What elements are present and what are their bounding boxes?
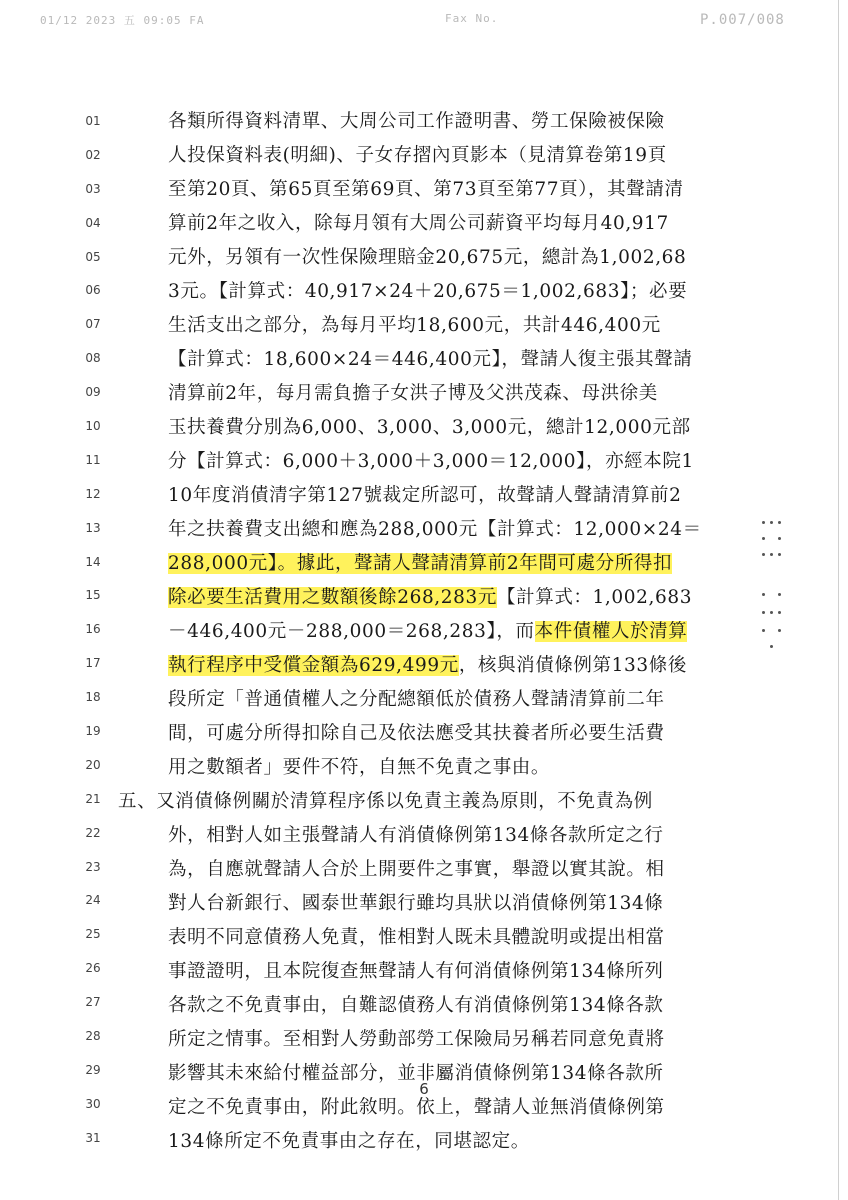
text-line: 至第20頁、第65頁至第69頁、第73頁至第77頁），其聲請清 [168, 179, 684, 200]
fax-number: Fax No. [445, 12, 499, 25]
page-number: 6 [419, 1080, 429, 1098]
text-line: 分【計算式：6,000＋3,000＋3,000＝12,000】，亦經本院1 [168, 451, 694, 472]
highlighted-text: 本件債權人於清算 [534, 621, 688, 642]
text-line: 生活支出之部分，為每月平均18,600元，共計446,400元 [168, 315, 661, 336]
text-line: 表明不同意債務人免責，惟相對人既未具體說明或提出相當 [168, 927, 665, 948]
line-number: 28 [85, 1029, 101, 1044]
text-segment: －446,400元－288,000＝268,283】，而 [168, 621, 535, 642]
line-number: 01 [85, 114, 101, 128]
line-number: 13 [85, 520, 101, 535]
line-number: 08 [85, 351, 101, 366]
text-line-highlighted [168, 649, 728, 683]
text-line: 3元。【計算式：40,917×24＋20,675＝1,002,683】；必要 [168, 281, 688, 302]
line-number: 12 [85, 486, 101, 501]
text-line: 用之數額者」要件不符，自無不免責之事由。 [168, 757, 551, 778]
line-number: 11 [85, 452, 101, 467]
highlighted-text: 288,000元】。據此，聲請人聲請清算前2年間可處分所得 [168, 553, 653, 574]
text-line: 134條所定不免責事由之存在，同堪認定。 [168, 1131, 530, 1152]
line-number: 19 [85, 724, 101, 739]
text-line: 玉扶養費分別為6,000、3,000、3,000元，總計12,000元部 [168, 417, 691, 438]
line-number: 05 [85, 249, 101, 264]
text-line: 10年度消債清字第127號裁定所認可，故聲請人聲請清算前2 [168, 485, 682, 506]
line-number: 03 [85, 181, 101, 196]
line-number: 20 [85, 757, 101, 772]
text-line: 各類所得資料清單、大周公司工作證明書、勞工保險被保險 [168, 111, 665, 132]
line-number: 18 [85, 690, 101, 705]
text-line: 【計算式：18,600×24＝446,400元】，聲請人復主張其聲請 [168, 349, 693, 370]
fax-date-time: 01/12 2023 五 09:05 FA [40, 14, 205, 27]
binding-hole-marks [760, 515, 786, 655]
text-line: 間，可處分所得扣除自己及依法應受其扶養者所必要生活費 [168, 723, 665, 744]
text-line: 所定之情事。至相對人勞動部勞工保險局另稱若同意免責將 [168, 1029, 665, 1050]
line-number: 15 [85, 588, 101, 603]
line-number: 16 [85, 622, 101, 637]
text-line-highlighted [168, 581, 728, 615]
highlighted-text: 除必要生活費用之數額後餘268,283元 [168, 587, 498, 608]
line-number: 17 [85, 656, 101, 671]
text-segment: ，核與消債條例第133條後 [458, 655, 687, 676]
text-line: 各款之不免責事由，自難認債務人有消債條例第134條各款 [168, 995, 664, 1016]
page-edge-line [838, 0, 839, 1200]
text-line-highlighted [168, 547, 728, 581]
text-line: 清算前2年，每月需負擔子女洪子博及父洪茂森、母洪徐美 [168, 383, 658, 404]
text-line: 事證證明，且本院復查無聲請人有何消債條例第134條所列 [168, 961, 664, 982]
line-number: 24 [85, 893, 101, 908]
highlighted-text: 執行程序中受償金額為629,499元 [168, 655, 459, 676]
text-line: 外，相對人如主張聲請人有消債條例第134條各款所定之行 [168, 825, 664, 846]
text-line: 年之扶養費支出總和應為288,000元【計算式：12,000×24＝ [168, 519, 702, 540]
line-number: 22 [85, 825, 101, 840]
line-number: 07 [85, 317, 101, 332]
fax-page-indicator: P.007/008 [700, 12, 785, 28]
section-heading-line: 五、又消債條例關於清算程序係以免責主義為原則，不免責為例 [118, 791, 653, 812]
text-line: 定之不免責事由，附此敘明。依上，聲請人並無消債條例第 [168, 1097, 665, 1118]
line-number-column [78, 105, 108, 1156]
line-number: 06 [85, 283, 101, 298]
line-number: 26 [85, 961, 101, 976]
text-segment: 【計算式：1,002,683 [497, 587, 693, 608]
text-line: 算前2年之收入，除每月領有大周公司薪資平均每月40,917 [168, 213, 669, 234]
line-number: 21 [85, 791, 101, 806]
text-line: 影響其未來給付權益部分，並非屬消債條例第134條各款所 [168, 1063, 664, 1084]
line-number: 30 [85, 1096, 101, 1111]
line-number: 25 [85, 927, 101, 942]
text-line: 人投保資料表(明細)、子女存摺內頁影本（見清算卷第19頁 [168, 145, 667, 166]
text-line: 元外，另領有一次性保險理賠金20,675元，總計為1,002,68 [168, 247, 687, 268]
line-number: 10 [85, 419, 101, 434]
text-line: 對人台新銀行、國泰世華銀行雖均具狀以消債條例第134條 [168, 893, 664, 914]
line-number: 14 [85, 554, 101, 569]
line-number: 09 [85, 385, 101, 400]
line-number: 02 [85, 147, 101, 162]
fax-header [0, 6, 848, 28]
line-number: 27 [85, 995, 101, 1010]
line-number: 29 [85, 1062, 101, 1077]
text-line-highlighted [168, 615, 728, 649]
line-number: 31 [85, 1130, 101, 1145]
highlighted-text: 扣 [652, 553, 673, 574]
line-number: 04 [85, 215, 101, 230]
text-line: 段所定「普通債權人之分配總額低於債務人聲請清算前二年 [168, 689, 665, 710]
line-number: 23 [85, 859, 101, 874]
text-line: 為，自應就聲請人合於上開要件之事實，舉證以實其說。相 [168, 859, 665, 880]
